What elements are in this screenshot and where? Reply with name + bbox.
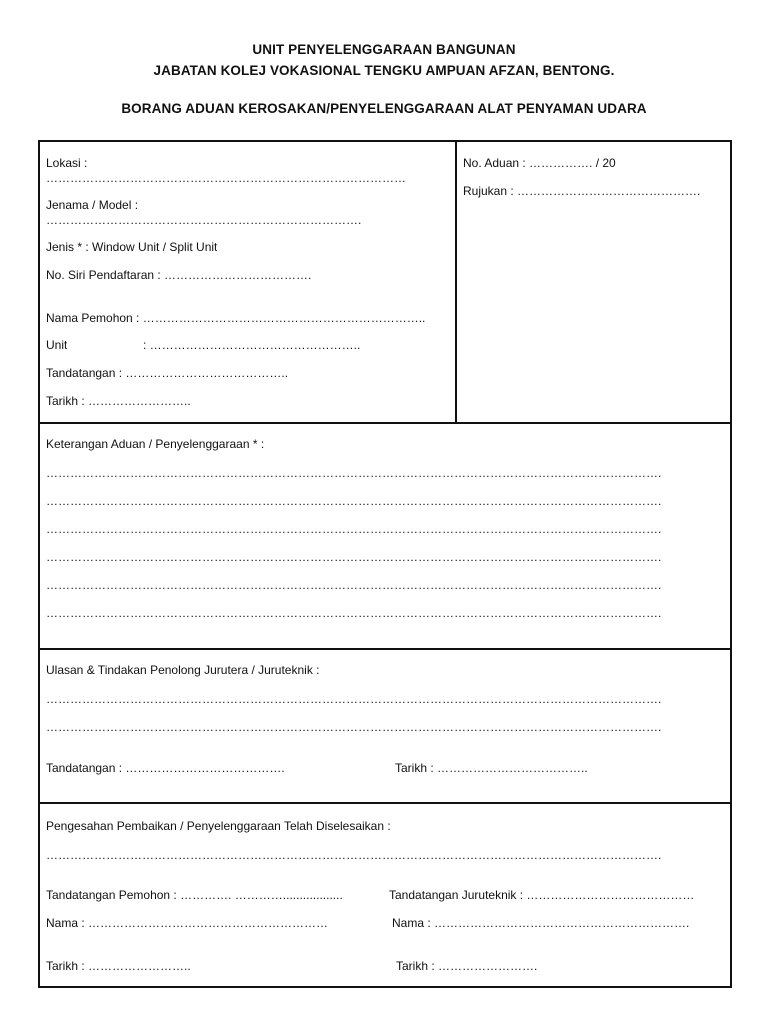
keterangan-line[interactable]: ………………………………………………………………………………………………………………………………………. xyxy=(46,522,662,536)
pengesahan-label: Pengesahan Pembaikan / Penyelenggaraan Telah Diselesaikan : xyxy=(46,819,391,833)
section-details-divider xyxy=(455,140,457,424)
keterangan-label: Keterangan Aduan / Penyelenggaraan * : xyxy=(46,437,265,451)
unit-field[interactable]: : …………………………………………….. xyxy=(143,338,361,352)
tandatangan-field[interactable]: Tandatangan : ………………………………….. xyxy=(46,366,289,380)
no-siri-field[interactable]: No. Siri Pendaftaran : ………………………………. xyxy=(46,268,312,282)
keterangan-line[interactable]: ………………………………………………………………………………………………………………………………………. xyxy=(46,494,662,508)
ulasan-tandatangan-field[interactable]: Tandatangan : …………………………………. xyxy=(46,761,285,775)
tarikh-right-field[interactable]: Tarikh : ……………………. xyxy=(396,959,538,973)
keterangan-line[interactable]: ………………………………………………………………………………………………………………………………………. xyxy=(46,578,662,592)
ulasan-tarikh-field[interactable]: Tarikh : ……………………………….. xyxy=(395,761,588,775)
pengesahan-line[interactable]: ………………………………………………………………………………………………………………………………………. xyxy=(46,848,662,862)
keterangan-line[interactable]: ………………………………………………………………………………………………………………………………………. xyxy=(46,606,662,620)
tarikh-left-field[interactable]: Tarikh : …………………….. xyxy=(46,959,191,973)
form-title: BORANG ADUAN KEROSAKAN/PENYELENGGARAAN ALAT PENYAMAN UDARA xyxy=(121,101,647,116)
lokasi-label: Lokasi : xyxy=(46,156,88,170)
ulasan-label: Ulasan & Tindakan Penolong Jurutera / Juruteknik : xyxy=(46,663,320,677)
tandatangan-juruteknik-field[interactable]: Tandatangan Juruteknik : …………………………………… xyxy=(389,888,695,902)
unit-label: Unit xyxy=(46,338,68,352)
lokasi-field[interactable]: ……………………………………………………………………………… xyxy=(46,171,406,185)
header-unit: UNIT PENYELENGGARAAN BANGUNAN xyxy=(252,42,516,57)
rujukan-field[interactable]: Rujukan : ………………………………………. xyxy=(463,184,701,198)
nama-left-field[interactable]: Nama : …………………………………………………… xyxy=(46,916,329,930)
jenama-field[interactable]: ……………………………………………………………………. xyxy=(46,213,362,227)
no-aduan-field[interactable]: No. Aduan : ……………. / 20 xyxy=(463,156,616,170)
keterangan-line[interactable]: ………………………………………………………………………………………………………………………………………. xyxy=(46,550,662,564)
nama-right-field[interactable]: Nama : ………………………………………………………. xyxy=(392,916,690,930)
tandatangan-pemohon-field[interactable]: Tandatangan Pemohon : …………. ………….................. xyxy=(46,888,343,902)
ulasan-line[interactable]: ………………………………………………………………………………………………………………………………………. xyxy=(46,720,662,734)
ulasan-line[interactable]: ………………………………………………………………………………………………………………………………………. xyxy=(46,692,662,706)
jenama-label: Jenama / Model : xyxy=(46,198,139,212)
nama-pemohon-field[interactable]: Nama Pemohon : …………………………………………………………….. xyxy=(46,311,426,325)
tarikh-field[interactable]: Tarikh : …………………….. xyxy=(46,394,191,408)
jenis-field[interactable]: Jenis * : Window Unit / Split Unit xyxy=(46,240,218,254)
header-jabatan: JABATAN KOLEJ VOKASIONAL TENGKU AMPUAN AFZAN, BENTONG. xyxy=(153,63,615,78)
keterangan-line[interactable]: ………………………………………………………………………………………………………………………………………. xyxy=(46,466,662,480)
